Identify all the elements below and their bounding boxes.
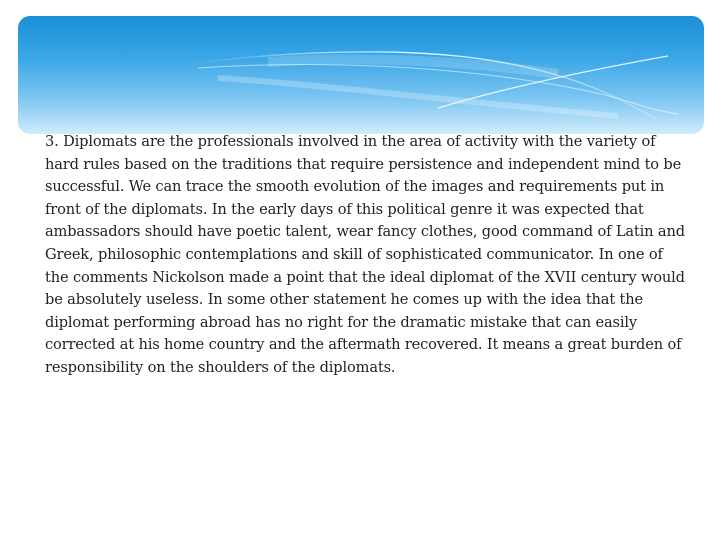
header-decoration-band	[18, 16, 704, 134]
body-paragraph: 3. Diplomats are the professionals involved in the area of activity with the variety of hard rules based on the traditions that require persistence and independent mind to be successful. We can trace the smooth evolution of the images and requirements put in front of the diplomats. In the early days of this political genre it was expected that ambassadors should have poetic talent, wear fancy clothes, good command of Latin and Greek, philosophic contemplations and skill of sophisticated communicator. In one of the comments Nickolson made a point that the ideal diplomat of the XVII century would be absolutely useless. In some other statement he comes up with the idea that the diplomat performing abroad has no right for the dramatic mistake that can easily corrected at his home country and the aftermath recovered. It means a great burden of responsibility on the shoulders of the diplomats.	[45, 133, 685, 376]
wave-lines-decoration	[18, 16, 704, 134]
